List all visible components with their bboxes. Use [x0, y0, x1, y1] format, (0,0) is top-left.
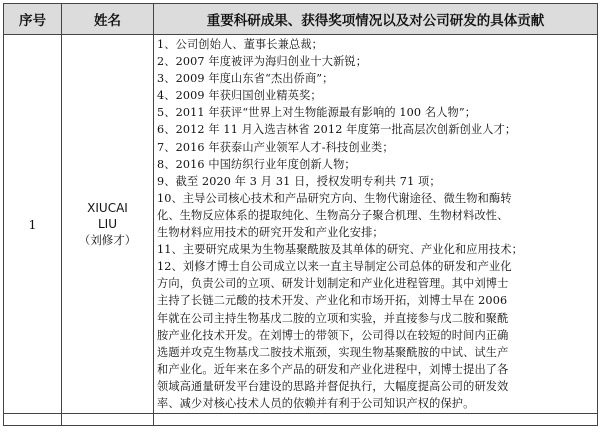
desc-line: 6、2012 年 11 月入选吉林省 2012 年度第一批高层次创新创业人才； — [157, 123, 517, 137]
desc-line: 方向，负责公司的立项、研发计划制定和产业化进程管理。其中刘博士 — [157, 277, 509, 291]
row-seq: 1 — [4, 35, 62, 414]
desc-line: 胺产业化技术开发。在刘博士的带领下，公司得以在较短的时间内正确 — [157, 328, 509, 342]
desc-line: 化、生物反应体系的提取纯化、生物高分子聚合机理、生物材料改性、 — [157, 208, 509, 222]
name-en-last: LIU — [97, 217, 117, 232]
desc-line: 生物材料应用技术的研究开发和产业化安排； — [157, 226, 384, 240]
table-header-row — [4, 4, 598, 35]
desc-line: 12、刘修才博士自公司成立以来一直主导制定公司总体的研发和产业化 — [157, 260, 512, 274]
desc-line: 4、2009 年获归国创业精英奖； — [157, 89, 322, 103]
desc-line: 8、2016 中国纺织行业年度创新人物； — [157, 157, 356, 171]
desc-line: 3、2009 年度山东省“杰出侨商”； — [157, 72, 334, 86]
row-description — [154, 35, 598, 414]
row-name — [62, 35, 154, 414]
header-name: 姓名 — [62, 4, 154, 35]
next-seq-cell — [4, 414, 62, 426]
desc-line: 和产业化。近年来在多个产品的研发和产业化进程中，刘博士提出了各 — [157, 362, 509, 376]
desc-line: 主持了长链二元酸的技术开发、产业化和市场开拓，刘博士早在 2006 — [157, 294, 508, 308]
desc-line: 率、减少对核心技术人员的依赖并有利于公司知识产权的保护。 — [157, 396, 475, 410]
header-description: 重要科研成果、获得奖项情况以及对公司研发的具体贡献 — [154, 4, 598, 35]
desc-line: 2、2007 年度被评为海归创业十大新锐； — [157, 55, 368, 69]
table-row — [4, 35, 598, 414]
desc-line: 领域高通量研发平台建设的思路并督促执行，大幅度提高公司的研发效 — [157, 379, 509, 393]
desc-line: 7、2016 年获泰山产业领军人才-科技创业类； — [157, 140, 394, 154]
desc-line: 9、截至 2020 年 3 月 31 日，授权发明专利共 71 项； — [157, 174, 441, 188]
table-row-next — [4, 414, 598, 426]
next-desc-cell — [154, 414, 598, 426]
header-seq: 序号 — [4, 4, 62, 35]
desc-line: 10、主导公司核心技术和产品研究方向、生物代谢途径、微生物和酶转 — [157, 191, 512, 205]
name-cn: （刘修才） — [78, 233, 137, 248]
desc-line: 11、主要研究成果为生物基聚酰胺及其单体的研究、产业化和应用技术； — [157, 243, 523, 257]
desc-line: 年就在公司主持生物基戊二胺的立项和实验，并直接参与戊二胺和聚酰 — [157, 311, 509, 325]
desc-line: 5、2011 年获评“世界上对生物能源最有影响的 100 名人物”； — [157, 106, 477, 120]
name-en-first: XIUCAI — [87, 201, 128, 216]
patent-table — [3, 3, 598, 426]
next-name-cell — [62, 414, 154, 426]
desc-line: 1、公司创始人、董事长兼总裁； — [157, 38, 323, 51]
desc-line: 选题并攻克生物基戊二胺技术瓶颈，实现生物基聚酰胺的中试、试生产 — [157, 345, 509, 359]
